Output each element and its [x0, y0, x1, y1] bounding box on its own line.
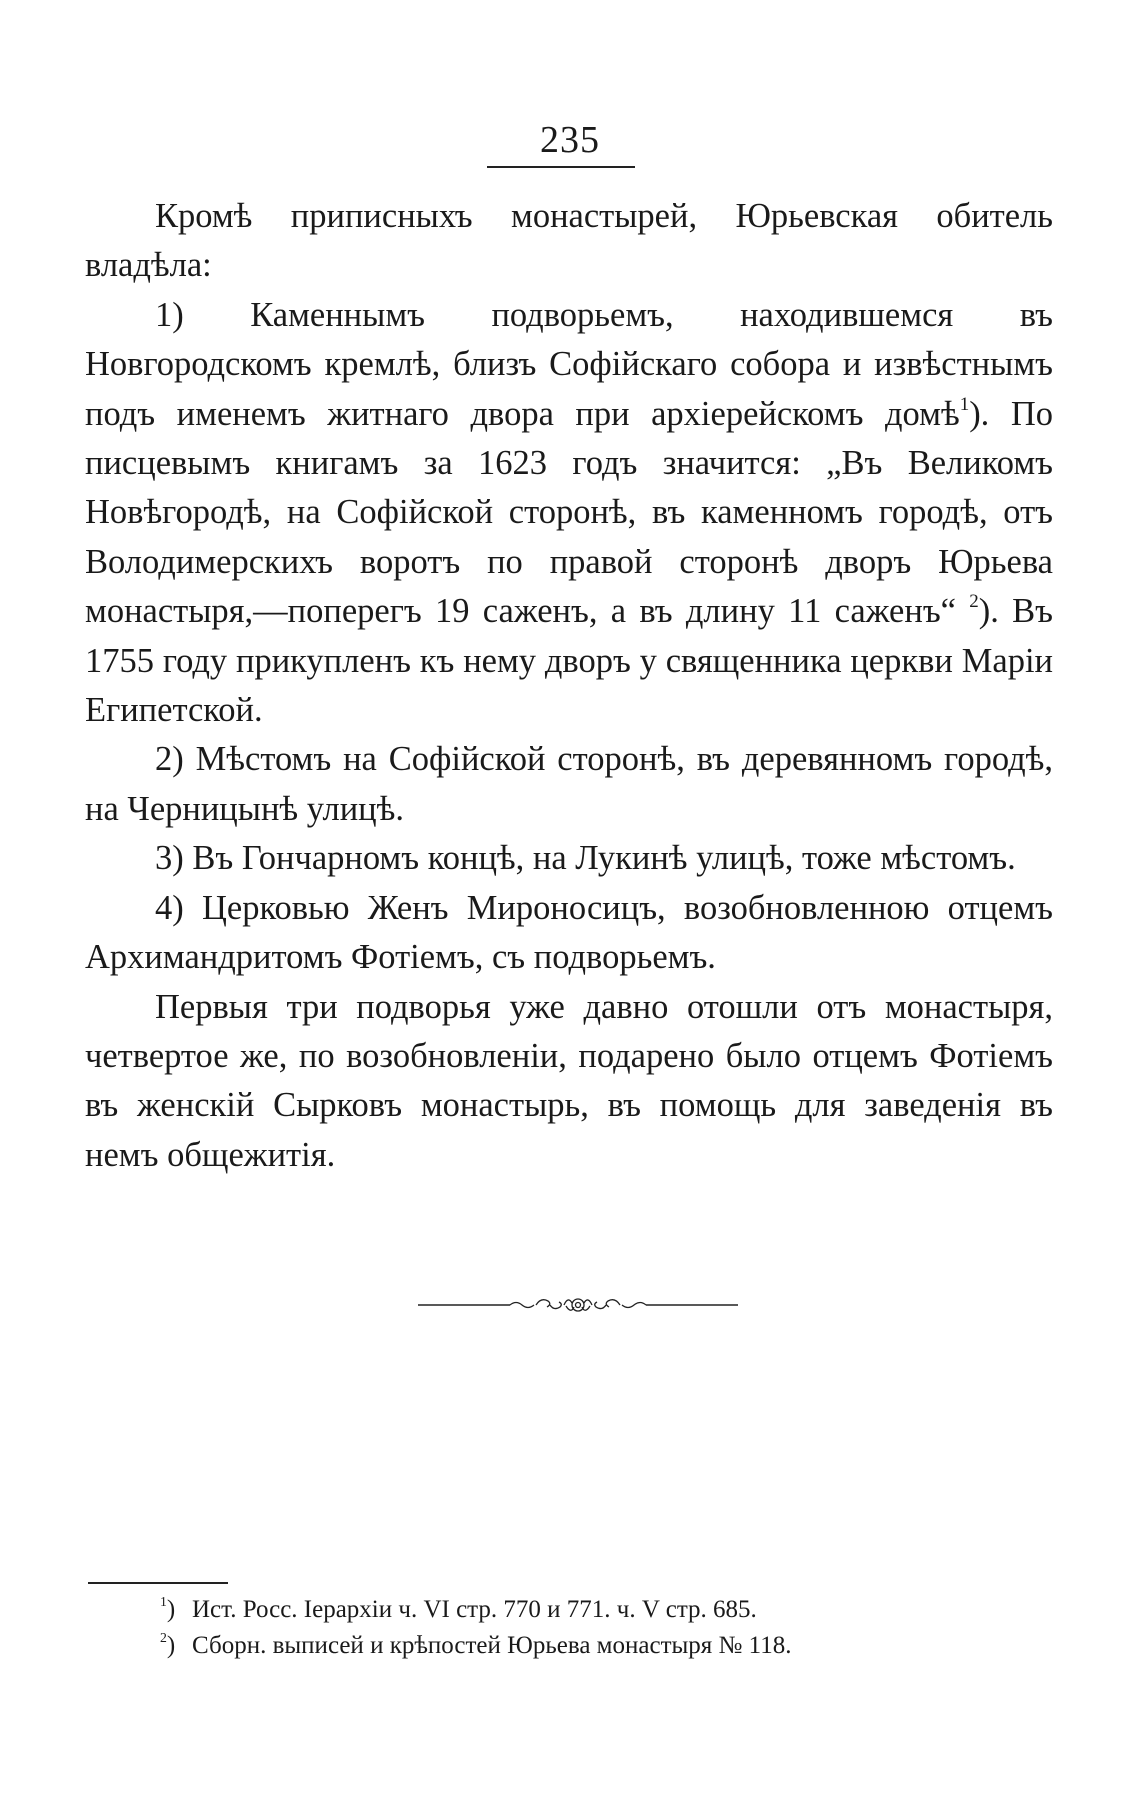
- paragraph-text: 1) Каменнымъ подворьемъ, находившемся въ Новгородскомъ кремлѣ, близъ Софійскаго собора и извѣстнымъ подъ именемъ житнаго двора при архіерейскомъ домѣ: [85, 295, 1053, 433]
- page-number: 235: [540, 119, 600, 161]
- footnote: [160, 1628, 1060, 1664]
- footnote-text: Сборн. выписей и крѣпостей Юрьева монастыря № 118.: [192, 1632, 792, 1659]
- footnote-number: 1: [160, 1594, 167, 1609]
- footnote-reference: 2: [969, 591, 979, 613]
- paragraph: [85, 192, 1053, 291]
- footnotes: [160, 1592, 1060, 1664]
- footnote-number: 2: [160, 1630, 167, 1645]
- footnote-reference: 1: [959, 393, 970, 415]
- paragraph: [85, 735, 1053, 834]
- body-text: [85, 192, 1053, 1180]
- footnote-marker: $^1$): [160, 1594, 176, 1623]
- paragraph-text: Первыя три подворья уже давно отошли отъ монастыря, четвертое же, по возобновленіи, подарено было отцемъ Фотіемъ въ женскій Сырковъ монастырь, въ помощь для заведенія въ немъ общежитія.: [85, 987, 1053, 1174]
- paragraph-text: 3) Въ Гончарномъ концѣ, на Лукинѣ улицѣ, тоже мѣстомъ.: [155, 839, 1016, 878]
- paragraph: [85, 291, 1053, 736]
- footnote: [160, 1592, 1060, 1628]
- footnote-text: Ист. Росс. Іерархіи ч. VI стр. 770 и 771. ч. V стр. 685.: [192, 1596, 757, 1623]
- paragraph: [85, 884, 1053, 983]
- page-number-rule: [487, 166, 635, 168]
- paragraph-text: ). Въ 1755 году прикупленъ къ нему дворъ у священника церкви Маріи Египетской.: [85, 592, 1053, 730]
- paragraph-text: Кромѣ приписныхъ монастырей, Юрьевская обитель владѣла:: [85, 197, 1053, 285]
- paragraph-text: 2) Мѣстомъ на Софійской сторонѣ, въ деревянномъ городѣ, на Черницынѣ улицѣ.: [85, 740, 1053, 828]
- paragraph: [85, 834, 1053, 883]
- paragraph-text: ). По писцевымъ книгамъ за 1623 годъ значится: „Въ Великомъ Новѣгородѣ, на Софійской сторонѣ, въ каменномъ городѣ, отъ Володимерскихъ воротъ по правой сторонѣ дворъ Юрьева монастыря,—поперегъ 19 саженъ, а въ длину 11 саженъ“: [85, 394, 1053, 631]
- paragraph: [85, 983, 1053, 1181]
- paragraph-text: 4) Церковью Женъ Мироносицъ, возобновленною отцемъ Архимандритомъ Фотіемъ, съ подворьемъ.: [85, 888, 1053, 977]
- ornament-divider: [418, 1290, 738, 1320]
- footnote-marker: $^2$): [160, 1630, 176, 1659]
- footnote-rule: [88, 1582, 228, 1584]
